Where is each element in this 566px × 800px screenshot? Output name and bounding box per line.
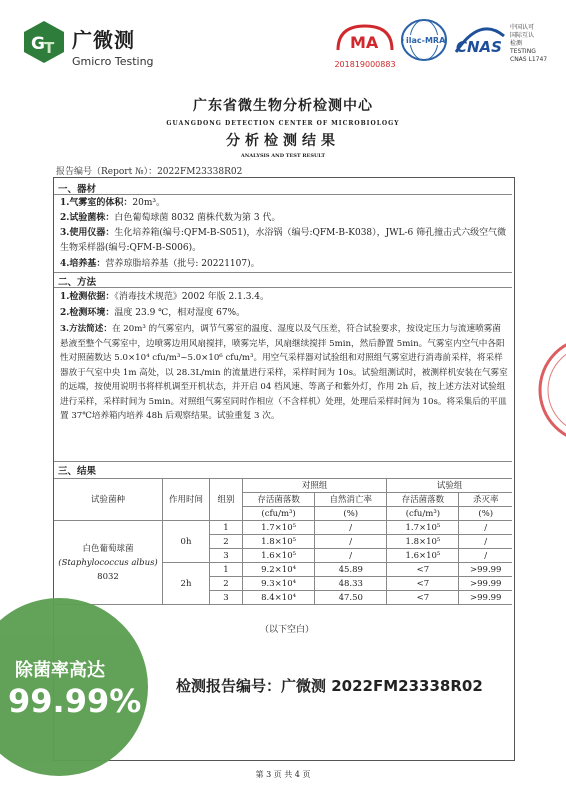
strain-no: 8032 <box>97 571 119 582</box>
equipment-item-medium <box>60 257 508 272</box>
report-number: 报告编号（Report №）：2022FM23338R02 <box>56 167 243 177</box>
group-cell: 3 <box>210 549 243 563</box>
th-strain: 试验菌种 <box>54 479 163 521</box>
result-title: 分析检测结果 <box>226 133 340 149</box>
natural-rate-cell: / <box>315 521 387 535</box>
control-count-cell: 8.4×10⁴ <box>243 591 315 605</box>
test-count-cell: <7 <box>387 591 459 605</box>
value: 生化培养箱(编号:QFM-B-S051)，水浴锅（编号:QFM-B-K038），JWL-6 筛孔撞击式六级空气微生物采样器(编号:QFM-B-S006)。 <box>60 228 507 253</box>
th-pct: (%) <box>459 507 512 521</box>
svg-text:MA: MA <box>350 33 379 52</box>
cnas-line: 中国认可 <box>510 24 535 31</box>
group-cell: 3 <box>210 591 243 605</box>
cnas-info <box>510 24 566 64</box>
kill-rate-cell: / <box>459 535 512 549</box>
cnas-line: CNAS L1747 <box>510 56 548 63</box>
badge-line2: 99.99% <box>8 682 142 720</box>
label: 3.使用仪器： <box>60 228 115 238</box>
ilac-mra-logo-icon <box>398 18 450 66</box>
natural-rate-cell: 45.89 <box>315 563 387 577</box>
section-equipment: 一、器材 <box>58 184 97 195</box>
value: 白色葡萄球菌 8032 菌株代数为第 3 代。 <box>114 213 281 223</box>
cma-seal <box>330 22 400 69</box>
label: 1.检测依据： <box>60 292 115 302</box>
label: 1.气雾室的体积： <box>60 198 133 208</box>
test-count-cell: 1.6×10⁵ <box>387 549 459 563</box>
results-table <box>54 478 512 605</box>
th-time: 作用时间 <box>163 479 210 521</box>
cnas-line: TESTING <box>510 48 536 55</box>
svg-text:G: G <box>31 34 45 54</box>
label: 3.方法简述： <box>60 324 112 334</box>
test-count-cell: 1.7×10⁵ <box>387 521 459 535</box>
cnas-line: 检测 <box>510 40 523 47</box>
control-count-cell: 1.8×10⁵ <box>243 535 315 549</box>
strain-cn: 白色葡萄球菌 <box>82 543 134 554</box>
time-cell: 2h <box>163 563 210 605</box>
divider <box>54 287 512 288</box>
value: 在 20m³ 的气雾室内，调节气雾室的温度、湿度以及气压差，符合试验要求，按设定压力与流速喷雾菌悬液至整个气雾室中，边喷雾边用风扇搅拌，喷雾完毕，风扇继续搅拌 5min，然后静置 5min。气雾室内空气中各阳性对照菌数达 5.0×10⁴ cfu/m³~5.0×10⁶ cfu/m³。用空气采样器对试验组和对照组气雾室进行消毒前采样，将采样器放于气室中央 1m 高处，以 28.3L/min 的流量进行采样，采样时间为 10s。试验组测试时，被测样机安装在气雾室的远端，按使用说明书将样机调至开机状态，并开启 04 档风速、等离子和紫外灯，作用 2h 后，按上述方法对试验组进行采样，采样时间为 5min。对照组气雾室同时作相应（不含样机）处理，处理后采样时间为 10s。将采集后的平皿置 37℃培养箱内培养 48h 后观察结果。试验重复 3 次。 <box>60 324 508 421</box>
svg-text:CNAS: CNAS <box>456 38 502 56</box>
divider <box>54 272 512 273</box>
control-count-cell: 9.2×10⁴ <box>243 563 315 577</box>
method-item-basis <box>60 290 508 305</box>
value: 《消毒技术规范》2002 年版 2.1.3.4。 <box>114 292 270 302</box>
cma-logo-icon <box>330 22 400 54</box>
table-row <box>54 521 512 535</box>
section-results: 三、结果 <box>58 466 97 477</box>
th-unit: (cfu/m³) <box>387 507 459 521</box>
control-count-cell: 9.3×10⁴ <box>243 577 315 591</box>
natural-rate-cell: 48.33 <box>315 577 387 591</box>
method-item-procedure <box>60 322 508 424</box>
kill-rate-cell: >99.99 <box>459 591 512 605</box>
brand-en: Gmicro Testing <box>72 55 154 68</box>
value: 20m³。 <box>132 198 166 208</box>
svg-text:ilac-MRA: ilac-MRA <box>406 36 446 45</box>
label: 2.检测环境： <box>60 308 115 318</box>
brand-name <box>72 24 154 68</box>
group-cell: 1 <box>210 563 243 577</box>
gmicro-logo-icon <box>22 20 66 64</box>
equipment-item-instruments <box>60 226 508 255</box>
th-pct: (%) <box>315 507 387 521</box>
label: 2.试验菌株： <box>60 213 115 223</box>
control-count-cell: 1.6×10⁵ <box>243 549 315 563</box>
value: 温度 23.9 ℃，相对湿度 67%。 <box>114 308 246 318</box>
test-count-cell: <7 <box>387 577 459 591</box>
th-count: 存活菌落数 <box>243 493 315 507</box>
th-unit: (cfu/m³) <box>243 507 315 521</box>
kill-rate-cell: / <box>459 521 512 535</box>
th-natural: 自然消亡率 <box>315 493 387 507</box>
th-kill: 杀灭率 <box>459 493 512 507</box>
strain-latin: (Staphylococcus albus) <box>58 557 158 568</box>
th-test: 试验组 <box>387 479 512 493</box>
big-report-number: 检测报告编号：广微测 2022FM23338R02 <box>176 677 483 695</box>
page-number: 第 3 页 共 4 页 <box>255 770 311 779</box>
natural-rate-cell: / <box>315 535 387 549</box>
method-item-environment <box>60 306 508 321</box>
value: 营养琼脂培养基（批号: 20221107)。 <box>105 259 260 269</box>
test-count-cell: 1.8×10⁵ <box>387 535 459 549</box>
cnas-logo-icon <box>452 22 508 66</box>
test-count-cell: <7 <box>387 563 459 577</box>
section-method: 二、方法 <box>58 277 97 288</box>
th-group: 组别 <box>210 479 243 521</box>
kill-rate-cell: >99.99 <box>459 577 512 591</box>
center-title: 广东省微生物分析检测中心 <box>193 98 373 114</box>
natural-rate-cell: 47.50 <box>315 591 387 605</box>
blank-note: （以下空白） <box>260 625 315 635</box>
badge-line1: 除菌率高达 <box>15 660 105 681</box>
kill-rate-cell: >99.99 <box>459 563 512 577</box>
cnas-line: 国际互认 <box>510 32 535 39</box>
strain-cell <box>54 521 163 605</box>
divider <box>54 461 512 462</box>
th-control: 对照组 <box>243 479 387 493</box>
th-count: 存活菌落数 <box>387 493 459 507</box>
kill-rate-cell: / <box>459 549 512 563</box>
report-header <box>0 0 566 78</box>
group-cell: 1 <box>210 521 243 535</box>
divider <box>54 194 512 195</box>
natural-rate-cell: / <box>315 549 387 563</box>
svg-text:T: T <box>44 39 55 57</box>
cma-number: 201819000883 <box>334 60 396 69</box>
label: 4.培养基： <box>60 259 106 269</box>
time-cell: 0h <box>163 521 210 563</box>
center-title-en: GUANGDONG DETECTION CENTER OF MICROBIOLOGY <box>166 120 400 127</box>
group-cell: 2 <box>210 535 243 549</box>
group-cell: 2 <box>210 577 243 591</box>
control-count-cell: 1.7×10⁵ <box>243 521 315 535</box>
result-title-en: ANALYSIS AND TEST RESULT <box>240 153 326 159</box>
equipment-item-strain <box>60 211 508 226</box>
equipment-item-volume <box>60 196 508 211</box>
official-seal-icon <box>532 330 566 450</box>
brand-cn: 广微测 <box>72 28 135 52</box>
